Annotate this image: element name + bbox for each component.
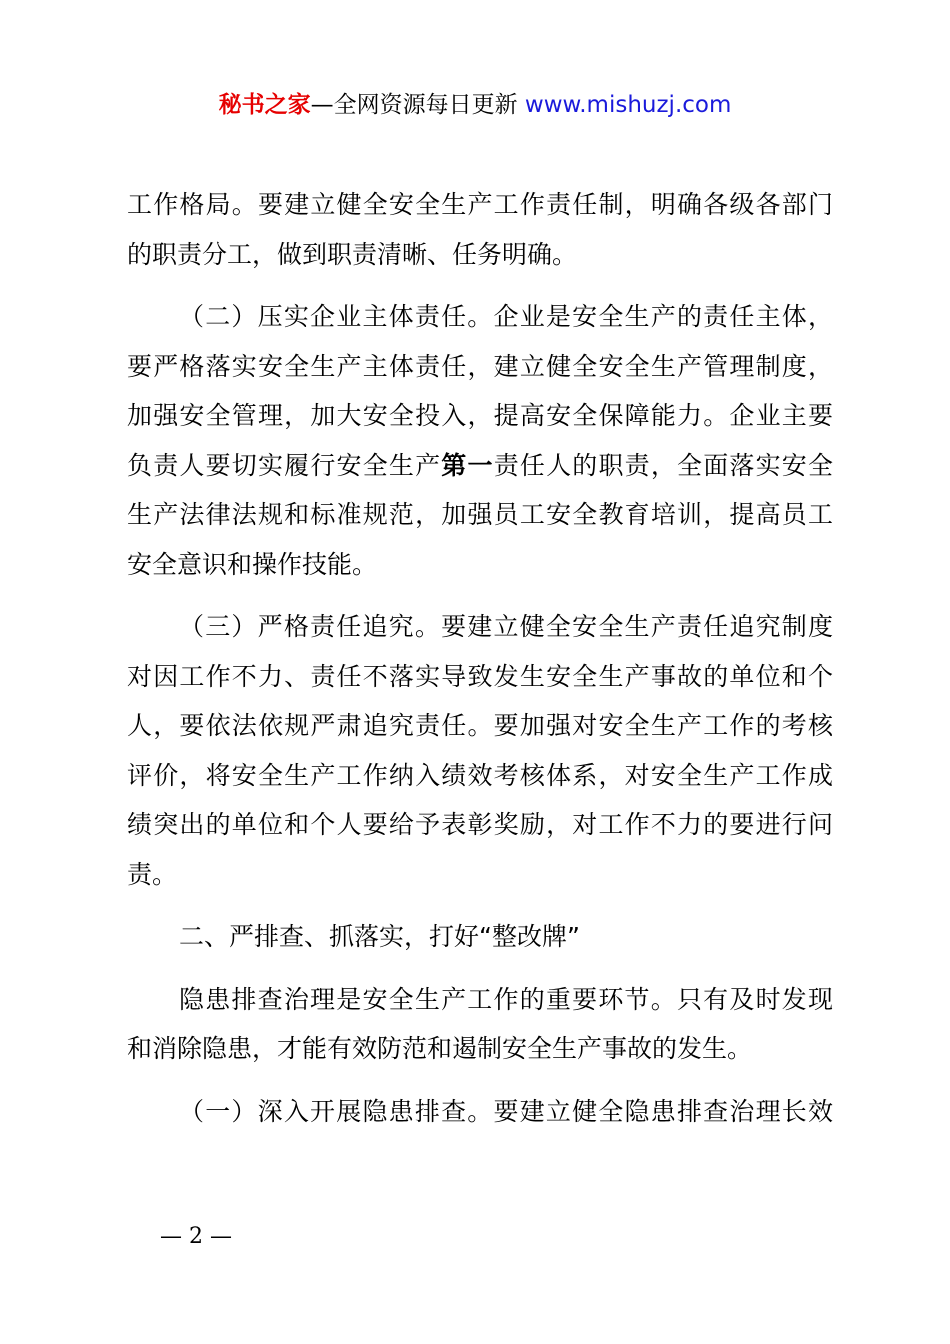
- text-line: 责。: [127, 859, 178, 889]
- text-line: 生产法律法规和标准规范，加强员工安全教育培训，提高员工: [127, 500, 833, 529]
- bold-text: 第一: [441, 450, 494, 480]
- text-line: （二）压实企业主体责任。企业是安全生产的责任主体，: [179, 302, 833, 331]
- text-line: （一）深入开展隐患排查。要建立健全隐患排查治理长效: [179, 1096, 833, 1126]
- section-heading: 二、严排查、抓落实，打好“整改牌”: [179, 922, 580, 951]
- paragraph: [127, 180, 833, 279]
- header-tagline: —全网资源每日更新: [310, 92, 525, 118]
- text-line: 工作格局。要建立健全安全生产工作责任制，明确各级各部门: [127, 190, 833, 219]
- paragraph: [127, 602, 833, 899]
- document-body: [127, 180, 833, 1136]
- text-line: 绩突出的单位和个人要给予表彰奖励，对工作不力的要进行问: [127, 810, 833, 839]
- text-line: 隐患排查治理是安全生产工作的重要环节。只有及时发现: [179, 984, 833, 1014]
- text-line: 要严格落实安全生产主体责任，建立健全安全生产管理制度，: [127, 351, 833, 381]
- text-run: 责任人的职责，全面落实安全: [493, 450, 833, 480]
- text-run: 负责人要切实履行安全生产: [127, 450, 442, 480]
- website-link[interactable]: www.mishuzj.com: [524, 92, 732, 118]
- text-line: 加强安全管理，加大安全投入，提高安全保障能力。企业主要: [127, 401, 833, 430]
- text-line: 和消除隐患，才能有效防范和遏制安全生产事故的发生。: [127, 1034, 753, 1063]
- text-line: 的职责分工，做到职责清晰、任务明确。: [127, 239, 578, 269]
- page-header: [0, 88, 950, 122]
- text-line: [127, 441, 833, 491]
- text-line: 对因工作不力、责任不落实导致发生安全生产事故的单位和个: [127, 661, 833, 691]
- text-line: 人，要依法依规严肃追究责任。要加强对安全生产工作的考核: [127, 711, 833, 740]
- paragraph: [127, 1087, 833, 1137]
- paragraph: [127, 292, 833, 589]
- text-line: （三）严格责任追究。要建立健全安全生产责任追究制度: [179, 612, 833, 641]
- brand-name: 秘书之家: [218, 92, 311, 118]
- paragraph: [127, 975, 833, 1074]
- text-line: 安全意识和操作技能。: [127, 549, 378, 579]
- page-number: — 2 —: [160, 1224, 232, 1249]
- text-line: 评价，将安全生产工作纳入绩效考核体系，对安全生产工作成: [127, 760, 833, 790]
